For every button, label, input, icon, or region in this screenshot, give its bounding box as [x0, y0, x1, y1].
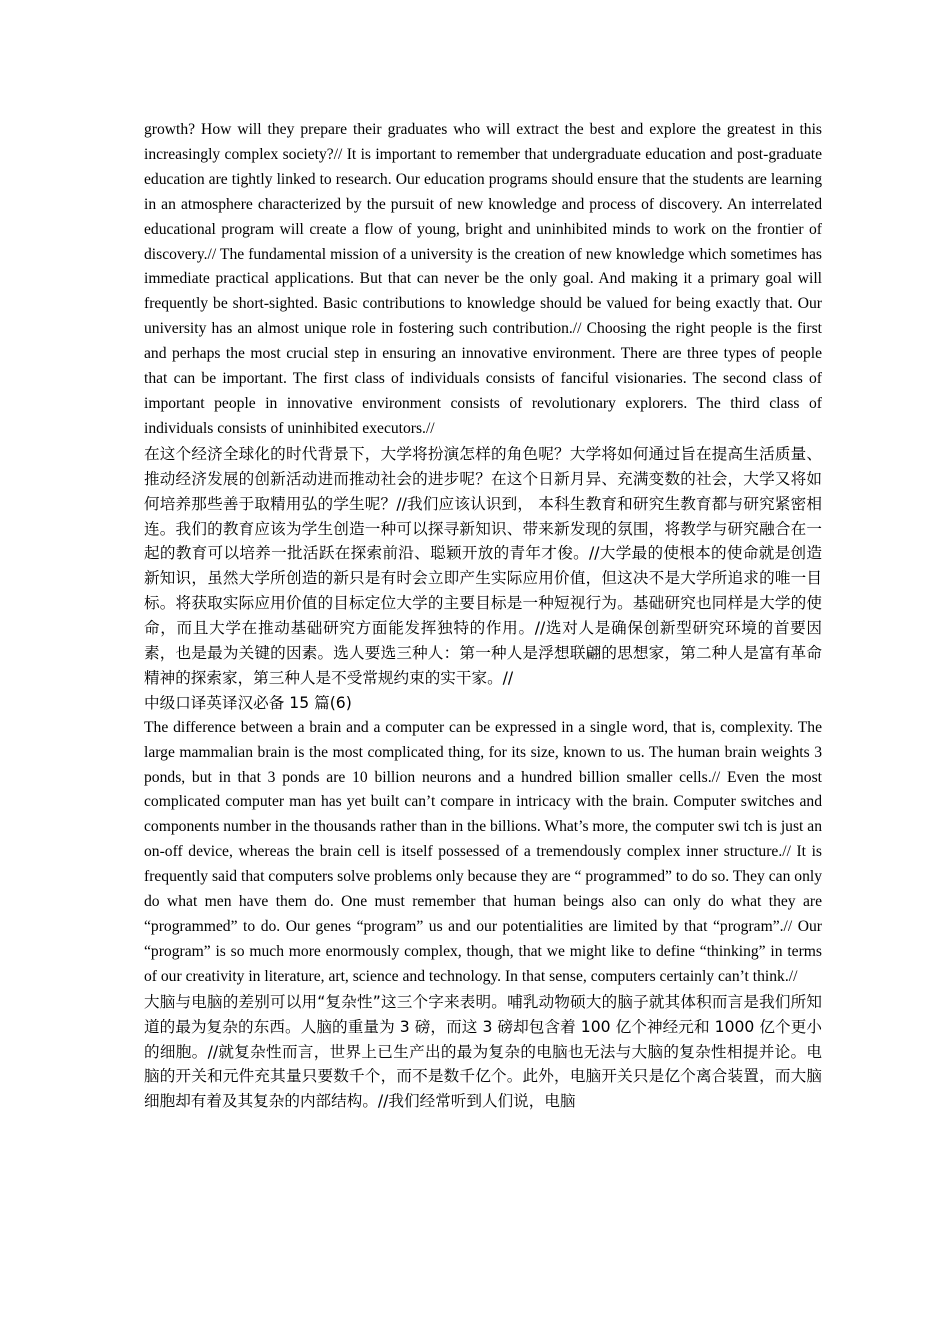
passage1-chinese: 在这个经济全球化的时代背景下，大学将扮演怎样的角色呢？大学将如何通过旨在提高生活质量、推动经济发展的创新活动进而推动社会的进步呢？在这个日新月异、充满变数的社会，大学又将如何培养那些善于取精用弘的学生呢？//我们应该认识到， 本科生教育和研究生教育都与研究紧密相连。我们的教育应该为学生创造一种可以探寻新知识、带来新发现的氛围，将教学与研究融合在一起的教育可以培养一批活跃在探索前沿、聪颖开放的青年才俊。//大学最的使根本的使命就是创造新知识，虽然大学所创造的新只是有时会立即产生实际应用价值，但这决不是大学所追求的唯一目标。将获取实际应用价值的目标定位大学的主要目标是一种短视行为。基础研究也同样是大学的使命，而且大学在推动基础研究方面能发挥独特的作用。//选对人是确保创新型研究环境的首要因素，也是最为关键的因素。选人要选三种人：第一种人是浮想联翩的思想家，第二种人是富有革命精神的探索家，第三种人是不受常规约束的实干家。// [144, 444, 822, 687]
section-heading: 中级口译英译汉必备 15 篇(6) [144, 693, 352, 712]
passage2-english: The difference between a brain and a computer can be expressed in a single word, that is, complexity. The large mammalian brain is the most complicated thing, for its size, known to us. The human brain weights 3 ponds, but in that 3 ponds are 10 billion neurons and a hundred billion smaller cells.// Even the most complicated computer man has yet built can’t compare in intricacy with the brain. Computer switches and components number in the thousands rather than in the billions. What’s more, the computer swi tch is just an on-off device, whereas the brain cell is itself possessed of a tremendously complex inner structure.// It is frequently said that computers solve problems only because they are “ programmed” to do so. They can only do what men have them do. One must remember that human beings also can only do what they are “programmed” to do. Our genes “program” us and our potentialities are limited by that “program”.// Our “program” is so much more enormously complex, though, that we might like to define “thinking” in terms of our creativity in literature, art, science and technology. In that sense, computers certainly can’t think.// [144, 718, 822, 985]
passage2-chinese: 大脑与电脑的差别可以用“复杂性”这三个字来表明。哺乳动物硕大的脑子就其体积而言是我们所知道的最为复杂的东西。人脑的重量为 3 磅，而这 3 磅却包含着 100 亿个神经元和 1000 亿个更小的细胞。//就复杂性而言，世界上已生产出的最为复杂的电脑也无法与大脑的复杂性相提并论。电脑的开关和元件充其量只要数千个，而不是数千亿个。此外，电脑开关只是亿个离合装置，而大脑细胞却有着及其复杂的内部结构。//我们经常听到人们说，电脑 [144, 992, 822, 1111]
passage1-english: growth? How will they prepare their graduates who will extract the best and explore the greatest in this increasingly complex society?// It is important to remember that undergraduate education and post-graduate education are tightly linked to research. Our education programs should ensure that the students are learning in an atmosphere characterized by the pursuit of new knowledge and process of discovery. An interrelated educational program will create a flow of young, bright and uninhibited minds to work on the frontier of discovery.// The fundamental mission of a university is the creation of new knowledge which sometimes has immediate practical applications. But that can never be the only goal. And making it a primary goal will frequently be short-sighted. Basic contributions to knowledge should be valued for being exactly that. Our university has an almost unique role in fostering such contribution.// Choosing the right people is the first and perhaps the most crucial step in ensuring an innovative environment. There are three types of people that can be important. The first class of individuals consists of fanciful visionaries. The second class of important people in innovative environment consists of revolutionary explorers. The third class of individuals consists of uninhibited executors.// [144, 121, 822, 437]
document-page [144, 118, 822, 1114]
